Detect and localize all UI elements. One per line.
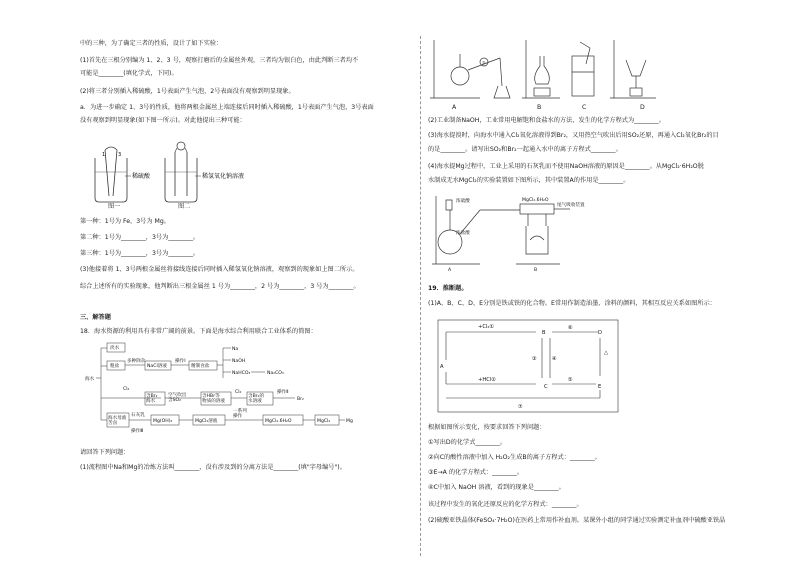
item-6: (2)硫酸亚铁晶体(FeSO₄·7H₂O)在医药上常用作补血剂。某课外小组的同学通过实验测定补血剂中硫酸亚铁晶 [428,517,726,524]
possibility-3: 第三种：1号为________，3号为________。 [80,250,200,257]
question-3d: 综合上述所有的实验现象，他判断出三根金属丝 1 号为________，2 号为________，3 号为________。 [80,283,360,290]
flow-air: 空气吹出含SO₂ [168,393,187,403]
apparatus2-label-b: B [534,268,538,272]
flow-seawater: 海水 [85,377,95,382]
node-a: A [440,364,444,370]
flow-cl2-b: Cl₂ [235,390,242,395]
flow-op1: 操作Ⅰ [175,359,186,364]
question-3-right-a: (3)海水提溴时，向海水中通入Cl₂氧化溶液得到Br₂，又用热空气吹出后用SO₂还原，再通入Cl₂氧化Br₂的目 [428,132,719,139]
question-18: 18．海水资源的利用具有非常广阔的前景。下面是海水综合利用联合工业体系的简图： [80,328,317,335]
flow-mg: Mg [346,419,353,424]
flow-op3: 操作Ⅲ [131,429,144,434]
flow-br-water: 含Br₂的水溶液 [248,394,265,404]
beaker-figures [85,140,245,208]
item-1: ①写出D的化学式________。 [428,439,507,446]
possibility-1: 第一种：1号为 Fe，3号为 Mg。 [80,218,170,225]
fig1-caption: 图一 [108,203,121,210]
flow-nacl-sol: NaCl溶液 [147,364,167,369]
label-7: ⑦ [518,404,523,410]
answer-heading: 请回答下列问题： [80,449,130,456]
section-3-heading: 三、解答题 [80,314,111,321]
svg-text:⑤: ⑤ [482,60,486,65]
label-6: ⑥ [568,325,573,331]
node-d: D [598,330,602,336]
fig2-label: 稀氢氧化钠溶液 [202,173,245,180]
apparatus-label-b: B [537,104,542,111]
distillation-apparatus [430,36,660,114]
flow-series: 一系列操作 [233,409,247,419]
question-3b: 没有观察到明显现象(如下图一所示)。对此他提出三种可能： [80,117,246,124]
question-3c: (3)他接着将 1、3号两根金属丝将接线连接后同时插入稀氢氧化钠溶液，观察到的现象如上图二所示。 [80,266,359,273]
svg-text:1: 1 [102,152,106,158]
apparatus-label-d: D [640,104,645,111]
flow-mother: 海水母液苦卤 [108,416,127,426]
flow-crude-salt: 粗盐 [110,364,120,369]
question-19-1: (1)A、B、C、D、E分别是铁或铁的化合物。E常用作制造油墨、涂料的颜料，其相互反应关系如图所示： [428,300,716,307]
figure-2-beaker [165,142,201,202]
fig2-caption: 图二 [178,203,191,210]
flow-na: Na [232,347,239,352]
question-1: (1)首先在三根分别编为 1、2、3 号，观察打磨后的金属丝外观，三者均为银白色，由此判断三者均不 [80,57,359,64]
flow-low-br: 含Br₂ 海水 [146,394,158,404]
dehydration-apparatus [430,192,590,272]
apparatus2-label-a: A [448,268,452,272]
flow-naoh: NaOH [232,359,246,364]
flow-na2co3: Na₂CO₃ [267,371,284,376]
possibility-2: 第二种：1号为________，3号为________。 [80,234,200,241]
question-3-right-b: 的是________。请写出SO₂和Br₂一起通入水中的离子方程式________。 [428,146,622,153]
iron-relation-diagram [428,312,628,422]
question-2-right: (2)工业制备NaOH，工业常用电解饱和食盐水的方法，发生的化学方程式为________。 [428,117,666,124]
fig1-label: 稀硫酸 [132,173,151,180]
node-e: E [598,384,602,390]
flow-nahco3: NaHCO₃ [232,371,251,376]
label-3: ③ [532,356,537,362]
question-3: a．为进一步确定 1、3号的性质，他将两根金属丝上端连接后同时插入稀硫酸，1号表面产生气泡，3号表面 [80,104,374,111]
flow-br2: Br₂ [297,397,304,402]
question-4-right-b: 水制成无水MgCl₂的实验装置如下图所示，其中装置A的作用是________。 [428,177,630,184]
apparatus-label-c: C [582,104,587,111]
flow-mgcl2-sol: MgCl₂溶液 [195,419,218,424]
flow-high-br: 含HBr等物质的溶液 [202,394,225,404]
seawater-flowchart [85,340,355,440]
flow-mgcl2: MgCl₂ [317,419,331,424]
flow-lime: 石灰乳 [131,413,145,418]
answer-heading-right: 根据如图所示变化，按要求回答下列问题： [428,424,546,431]
label-delta: △ [604,350,608,356]
flow-mgcl2-6h2o: MgCl₂.6H₂O [265,419,292,424]
svg-text:3: 3 [118,152,122,158]
node-c: C [544,384,548,390]
question-19: 19．推断题。 [428,285,468,292]
question-1b: 可能是________(填化学式，下同)。 [80,70,178,77]
flow-refined-salt: 精制食盐 [191,364,210,369]
flow-fresh-water: 淡水 [110,346,120,351]
mgcl2-6h2o-label: MgCl₂.6H₂O [522,198,549,203]
question-4-right-a: (4)海水提Mg过程中，工业上采用的石灰乳而不使用NaOH溶液的原因是________。从MgCl₂·6H₂O脱 [428,163,704,170]
flow-op2: 操作Ⅱ [277,390,289,395]
flow-multi-remove: 多种除杂 [127,359,146,364]
label-5: ⑤ [568,377,573,383]
tail-gas-label: 尾气吸收装置 [557,203,585,208]
item-5: 该过程中发生的氧化还原反应的化学方程式：________。 [428,501,583,508]
node-b: B [542,330,546,336]
item-3: ③E→A 的化学方程式：________。 [428,469,524,476]
question-18-1: (1)流程图中Na和Mg的冶炼方法叫________，没有涉及到的分离方法是________(填"字母编号")。 [80,464,346,471]
item-4: ④C中加入 NaOH 溶液，看到的现象是________。 [428,484,565,491]
intro-text: 中的三种，为了确定三者的性质，设计了如下实验： [80,40,223,47]
conc-hcl-label: 浓盐酸 [456,231,470,236]
figure-1-beaker [95,147,131,202]
label-cl2: +Cl₂① [478,324,495,330]
item-2: ②向C的酸性溶液中加入 H₂O₂生成B的离子方程式：________。 [428,454,601,461]
column-divider [420,36,422,556]
apparatus-label-a: A [452,104,457,111]
label-4: ④ [552,356,557,362]
conc-h2so4-label: 浓硫酸 [456,199,470,204]
flow-mgoh2: Mg(OH)₂ [153,419,173,424]
question-2: (2)将三者分别插入稀硫酸，1号表面产生气泡，2号表面没有观察到明显现象。 [80,88,295,95]
label-hcl: +HCl② [478,377,496,383]
flow-cl2-a: Cl₂ [123,387,130,392]
